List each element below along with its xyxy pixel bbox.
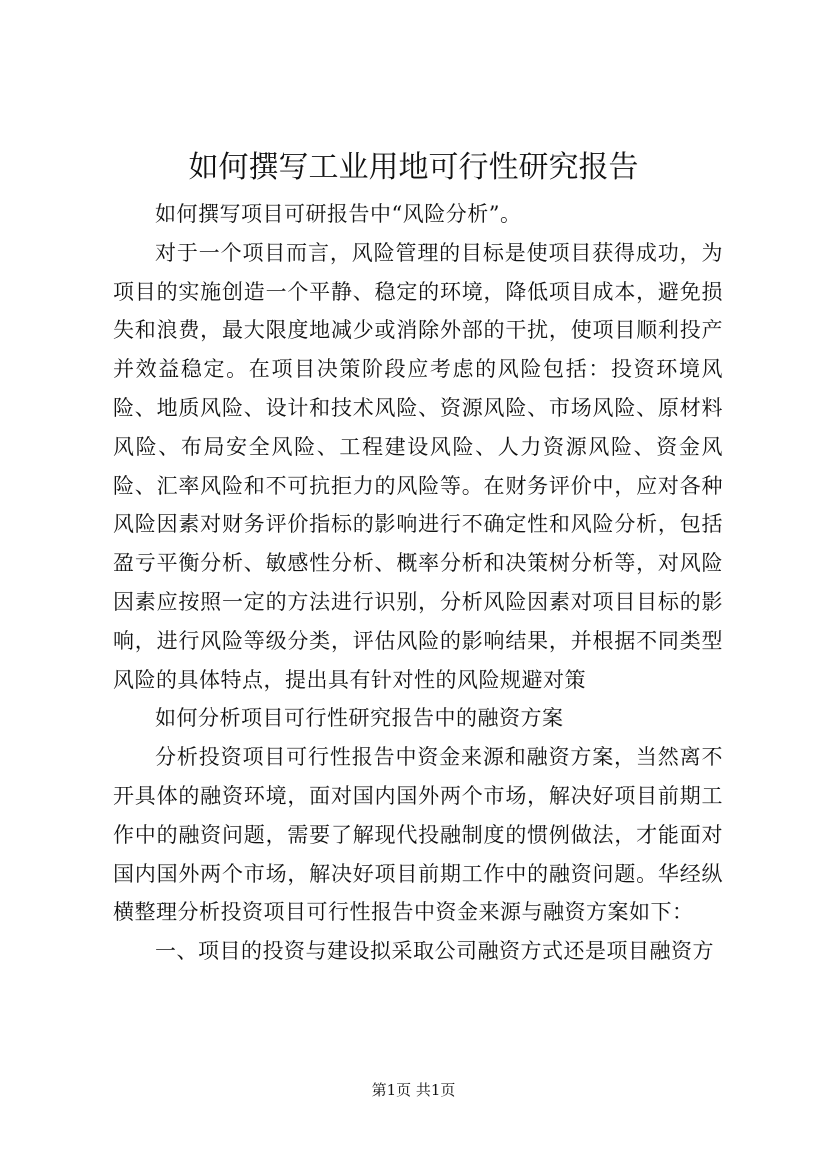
paragraph-risk-heading: 如何撰写项目可研报告中“风险分析”。: [155, 202, 522, 226]
paragraph-item-one: 一、项目的投资与建设拟采取公司融资方式还是项目融资方: [155, 939, 714, 964]
paragraph-risk-analysis: 对于一个项目而言，风险管理的目标是使项目获得成功，为项目的实施创造一个平静、稳定的环境，降低项目成本，避免损失和浪费，最大限度地减少或消除外部的干扰，使项目顺利投产并效益稳定。在项目决策阶段应考虑的风险包括：投资环境风险、地质风险、设计和技术风险、资源风险、市场风险、原材料风险、布局安全风险、工程建设风险、人力资源风险、资金风险、汇率风险和不可抗拒力的风险等。在财务评价中，应对各种风险因素对财务评价指标的影响进行不确定性和风险分析，包括盈亏平衡分析、敏感性分析、概率分析和决策树分析等，对风险因素应按照一定的方法进行识别，分析风险因素对项目目标的影响，进行风险等级分类，评估风险的影响结果，并根据不同类型风险的具体特点，提出具有针对性的风险规避对策: [113, 240, 723, 692]
page-number-footer: 第1页 共1页: [371, 1081, 456, 1099]
document-title: 如何撰写工业用地可行性研究报告: [188, 150, 639, 185]
document-body: [113, 195, 723, 971]
paragraph-financing-heading: 如何分析项目可行性研究报告中的融资方案: [155, 706, 564, 731]
paragraph-financing-analysis: 分析投资项目可行性报告中资金来源和融资方案，当然离不开具体的融资环境，面对国内国外两个市场，解决好项目前期工作中的融资问题，需要了解现代投融制度的惯例做法，才能面对国内国外两个市场，解决好项目前期工作中的融资问题。华经纵横整理分析投资项目可行性报告中资金来源与融资方案如下：: [113, 745, 723, 925]
